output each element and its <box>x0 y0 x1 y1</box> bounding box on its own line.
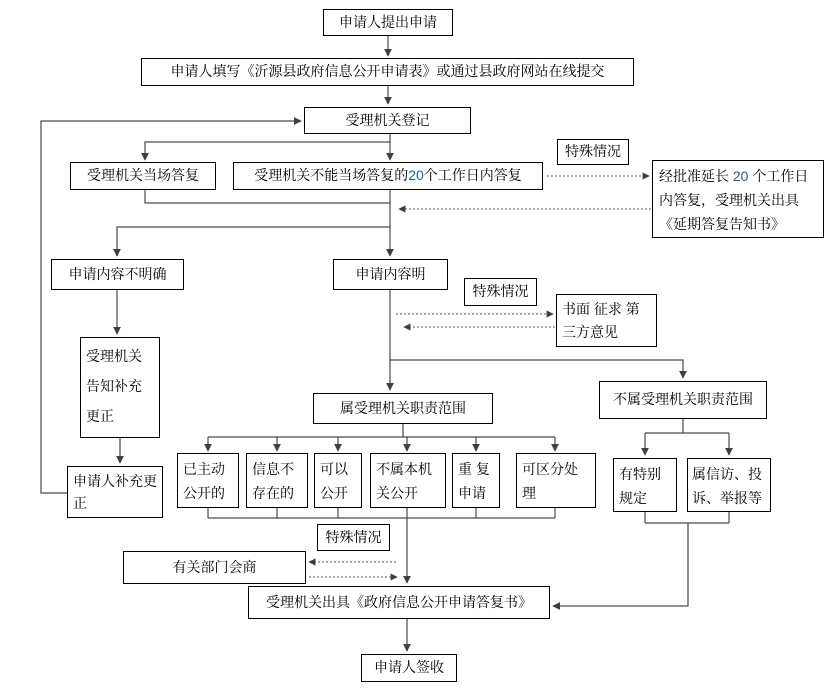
node-within-scope: 属受理机关职责范围 <box>313 393 493 424</box>
node-info-not-exist: 信息不存在的 <box>246 453 308 508</box>
node-content-unclear: 申请内容不明确 <box>51 259 184 290</box>
node-register: 受理机关登记 <box>304 107 471 134</box>
reply-20days-text-post: 个工作日内答复 <box>423 167 522 184</box>
node-dept-consult: 有关部门会商 <box>123 551 306 584</box>
node-issue-reply: 受理机关出具《政府信息公开申请答复书》 <box>248 586 550 619</box>
node-not-this-org: 不属本机关公开 <box>370 453 446 508</box>
node-reply-onsite: 受理机关当场答复 <box>70 162 216 190</box>
node-special-case-1: 特殊情况 <box>557 139 629 165</box>
node-can-public: 可以公开 <box>314 453 362 508</box>
node-notify-supplement: 受理机关告知补充更正 <box>80 337 160 438</box>
node-applicant-supplement: 申请人补充更正 <box>67 466 163 518</box>
node-third-party: 书面 征求 第三方意见 <box>556 294 657 347</box>
node-already-public: 已主动公开的 <box>177 453 239 508</box>
node-outside-scope: 不属受理机关职责范围 <box>599 381 767 419</box>
reply-20days-text-pre: 受理机关不能当场答复的 <box>254 167 409 184</box>
node-content-clear: 申请内容明 <box>333 259 448 290</box>
node-applicant-submit: 申请人提出申请 <box>323 9 453 36</box>
node-separable: 可区分处理 <box>516 453 596 508</box>
node-special-rules: 有特别规定 <box>613 458 677 512</box>
reply-20days-number: 20 <box>408 167 424 184</box>
node-special-case-2: 特殊情况 <box>464 278 537 306</box>
node-reply-20days <box>233 162 543 190</box>
extension-text-pre: 经批准延长 <box>659 168 733 184</box>
node-petition: 属信访、投诉、举报等 <box>687 458 771 512</box>
node-extension <box>652 160 824 238</box>
node-special-case-3: 特殊情况 <box>317 524 390 551</box>
extension-number: 20 <box>732 168 749 184</box>
node-repeat-apply: 重 复申请 <box>452 453 500 508</box>
node-sign-receipt: 申请人签收 <box>361 654 457 682</box>
node-fill-form: 申请人填写《沂源县政府信息公开申请表》或通过县政府网站在线提交 <box>141 58 634 86</box>
extension-text-post: 个工作日内答复，受理机关出具《延期答复告知书》 <box>659 168 809 232</box>
